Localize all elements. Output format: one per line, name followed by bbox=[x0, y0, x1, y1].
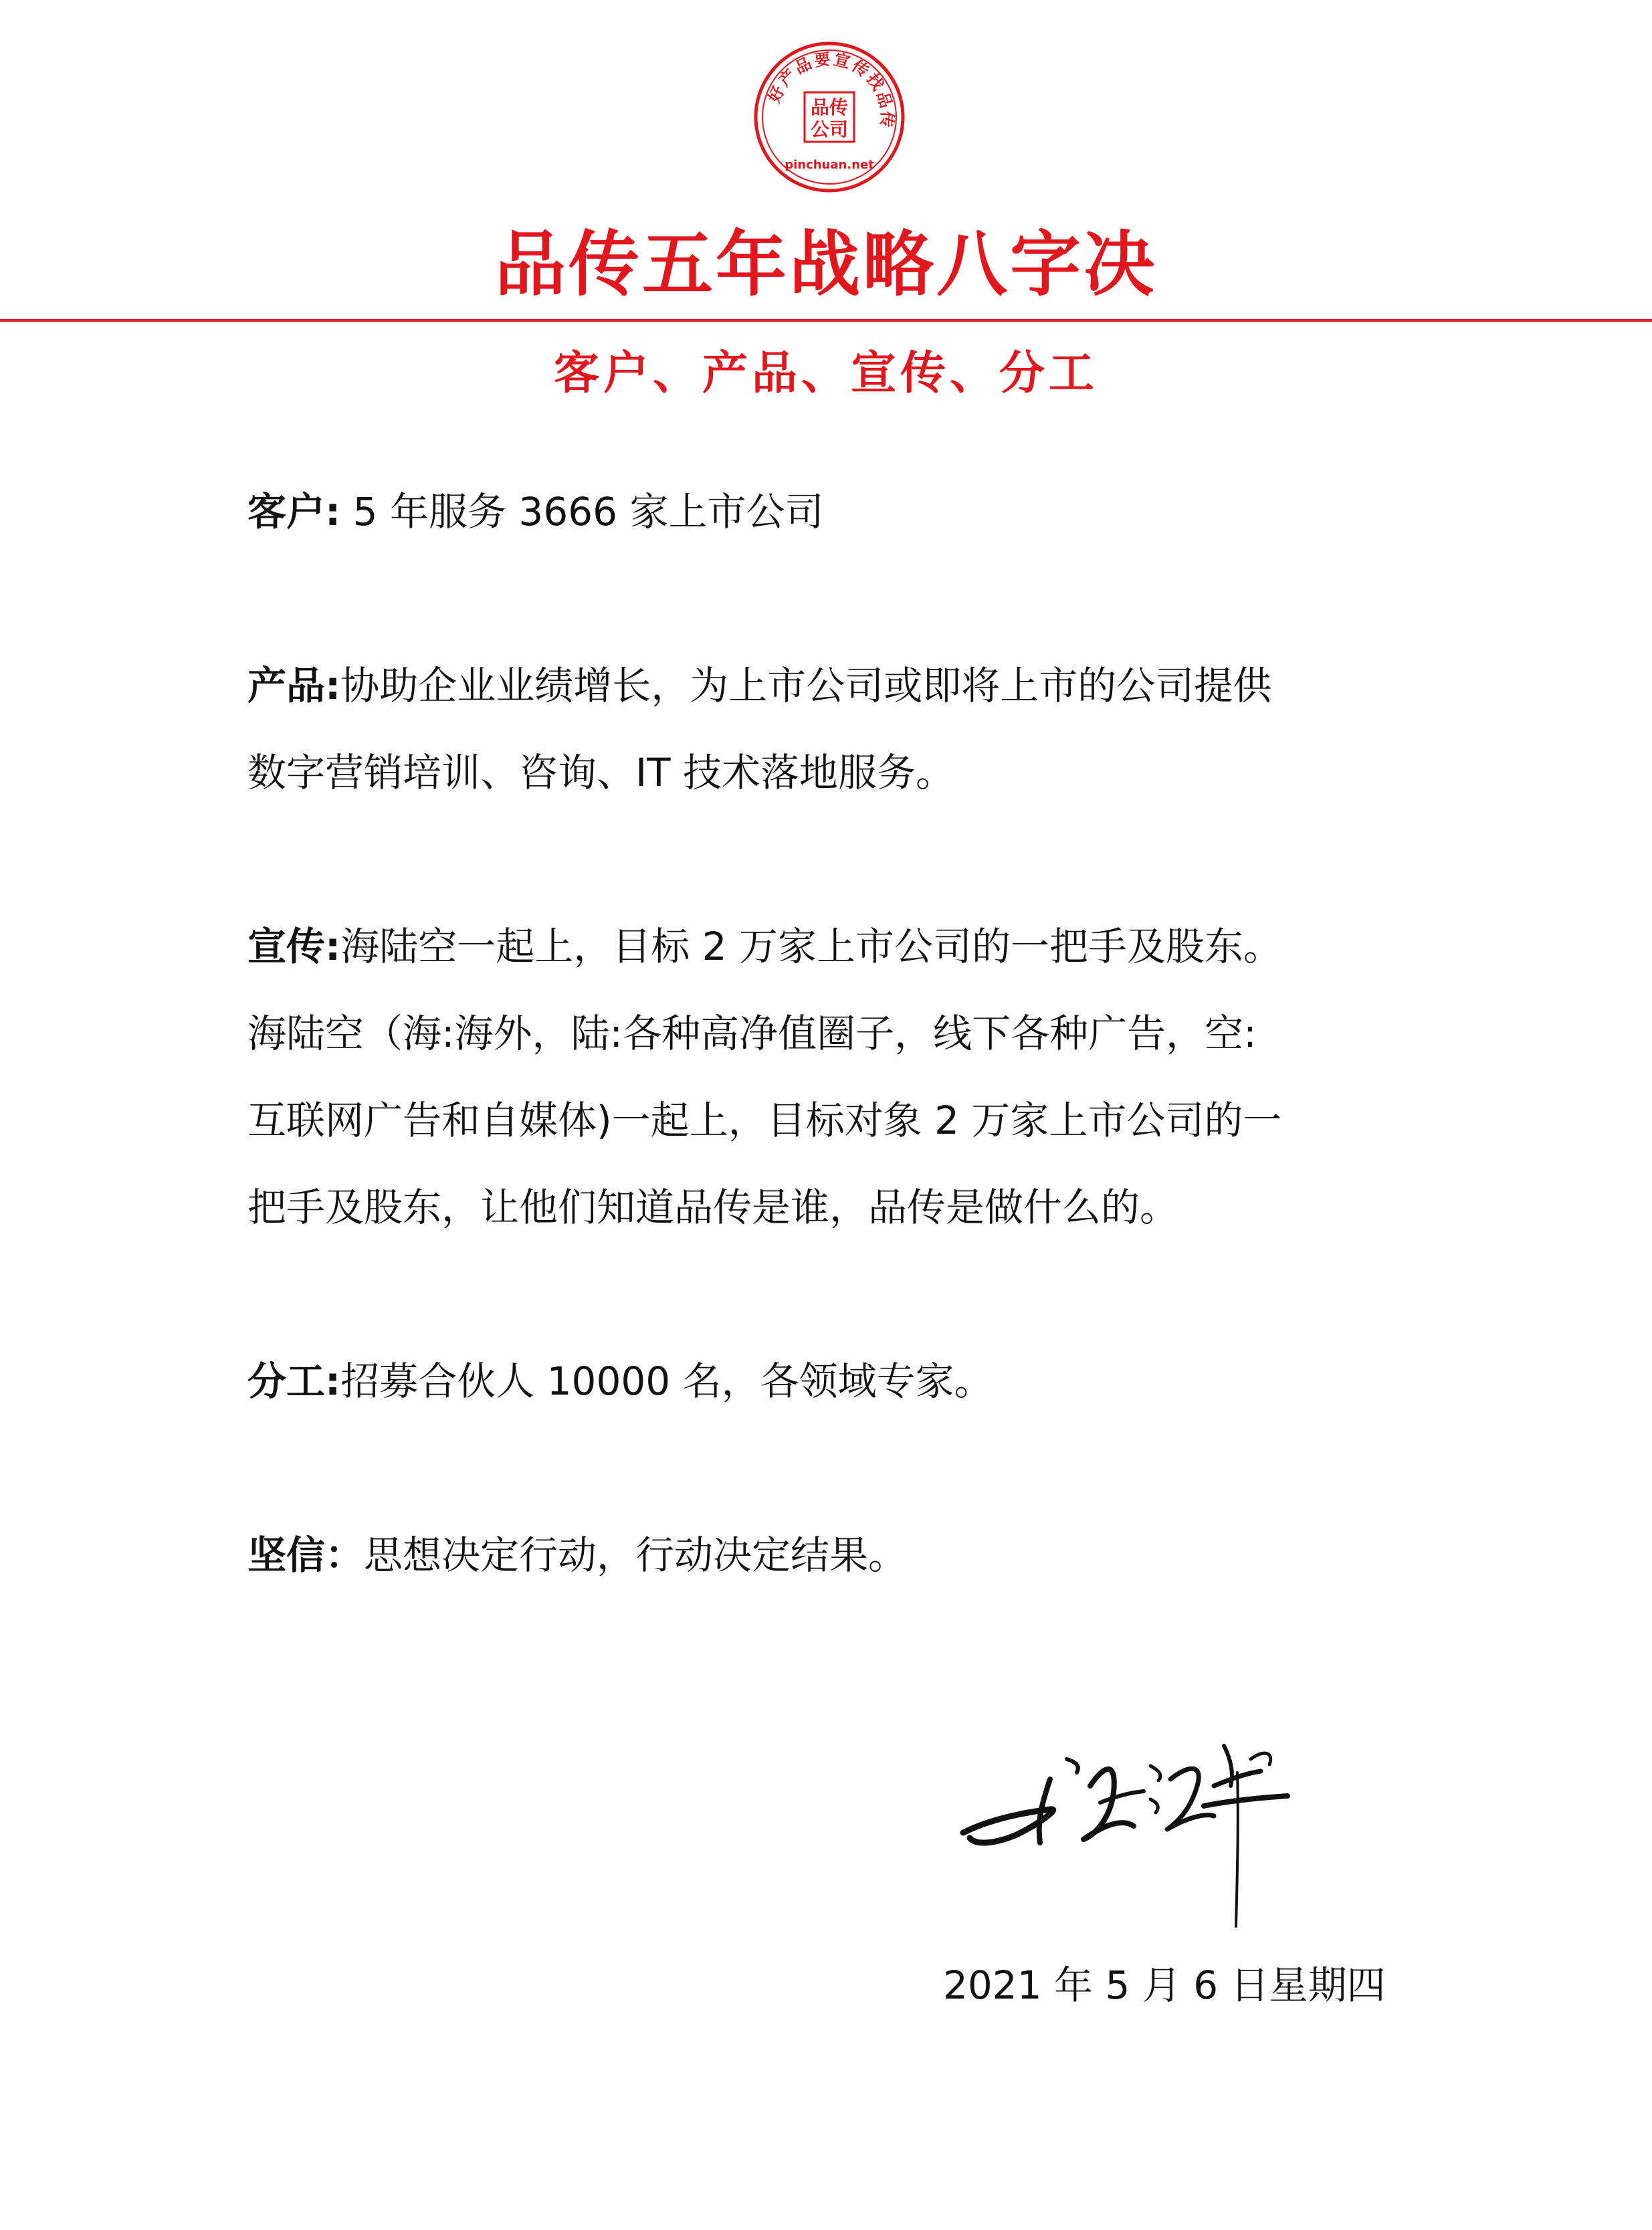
product-label: 产品: bbox=[247, 663, 341, 708]
section-belief bbox=[247, 1512, 1405, 1599]
promotion-text-1: 海陆空一起上，目标 2 万家上市公司的一把手及股东。 bbox=[340, 924, 1282, 969]
section-division bbox=[247, 1338, 1405, 1425]
product-text-1: 协助企业业绩增长，为上市公司或即将上市的公司提供 bbox=[340, 663, 1272, 708]
promotion-line-3: 互联网广告和自媒体)一起上，目标对象 2 万家上市公司的一 bbox=[247, 1098, 1282, 1143]
title-divider bbox=[0, 319, 1652, 322]
product-line-2: 数字营销培训、咨询、IT 技术落地服务。 bbox=[247, 750, 954, 795]
promotion-line-4: 把手及股东，让他们知道品传是谁，品传是做什么的。 bbox=[247, 1185, 1179, 1230]
page-subtitle: 客户、产品、宣传、分工 bbox=[553, 346, 1098, 400]
division-text: 招募合伙人 10000 名，各领域专家。 bbox=[340, 1358, 993, 1404]
customer-label: 客户: bbox=[247, 489, 341, 534]
promotion-label: 宣传: bbox=[247, 924, 341, 969]
promotion-line-1 bbox=[247, 903, 1405, 990]
handwritten-signature bbox=[950, 1686, 1324, 1940]
customer-line-1 bbox=[247, 468, 1405, 555]
seal-graphic bbox=[752, 40, 906, 194]
seal-center-text-bottom: 公司 bbox=[810, 118, 849, 140]
seal-center-text-top: 品传 bbox=[810, 96, 849, 118]
section-customer bbox=[247, 468, 1405, 555]
product-line-1 bbox=[247, 642, 1405, 729]
page-title: 品传五年战略八字决 bbox=[495, 222, 1157, 306]
promotion-line-2: 海陆空（海:海外，陆:各种高净值圈子，线下各种广告，空: bbox=[247, 1011, 1257, 1056]
signature-graphic bbox=[950, 1686, 1324, 1940]
division-label: 分工: bbox=[247, 1358, 341, 1404]
seal-ring-text: 好产品要宣传找品传 bbox=[764, 49, 898, 130]
division-line-1 bbox=[247, 1338, 1405, 1425]
belief-label: 坚信： bbox=[247, 1532, 365, 1578]
customer-text: 5 年服务 3666 家上市公司 bbox=[340, 489, 824, 534]
section-product bbox=[247, 642, 1405, 816]
belief-line-1 bbox=[247, 1512, 1405, 1599]
document-body bbox=[247, 468, 1405, 1686]
signature-date: 2021 年 5 月 6 日星期四 bbox=[943, 1962, 1386, 2008]
seal-url-text: pinchuan.net bbox=[785, 158, 874, 172]
section-promotion bbox=[247, 903, 1405, 1251]
belief-text: 思想决定行动，行动决定结果。 bbox=[364, 1532, 908, 1578]
company-seal bbox=[752, 40, 906, 194]
